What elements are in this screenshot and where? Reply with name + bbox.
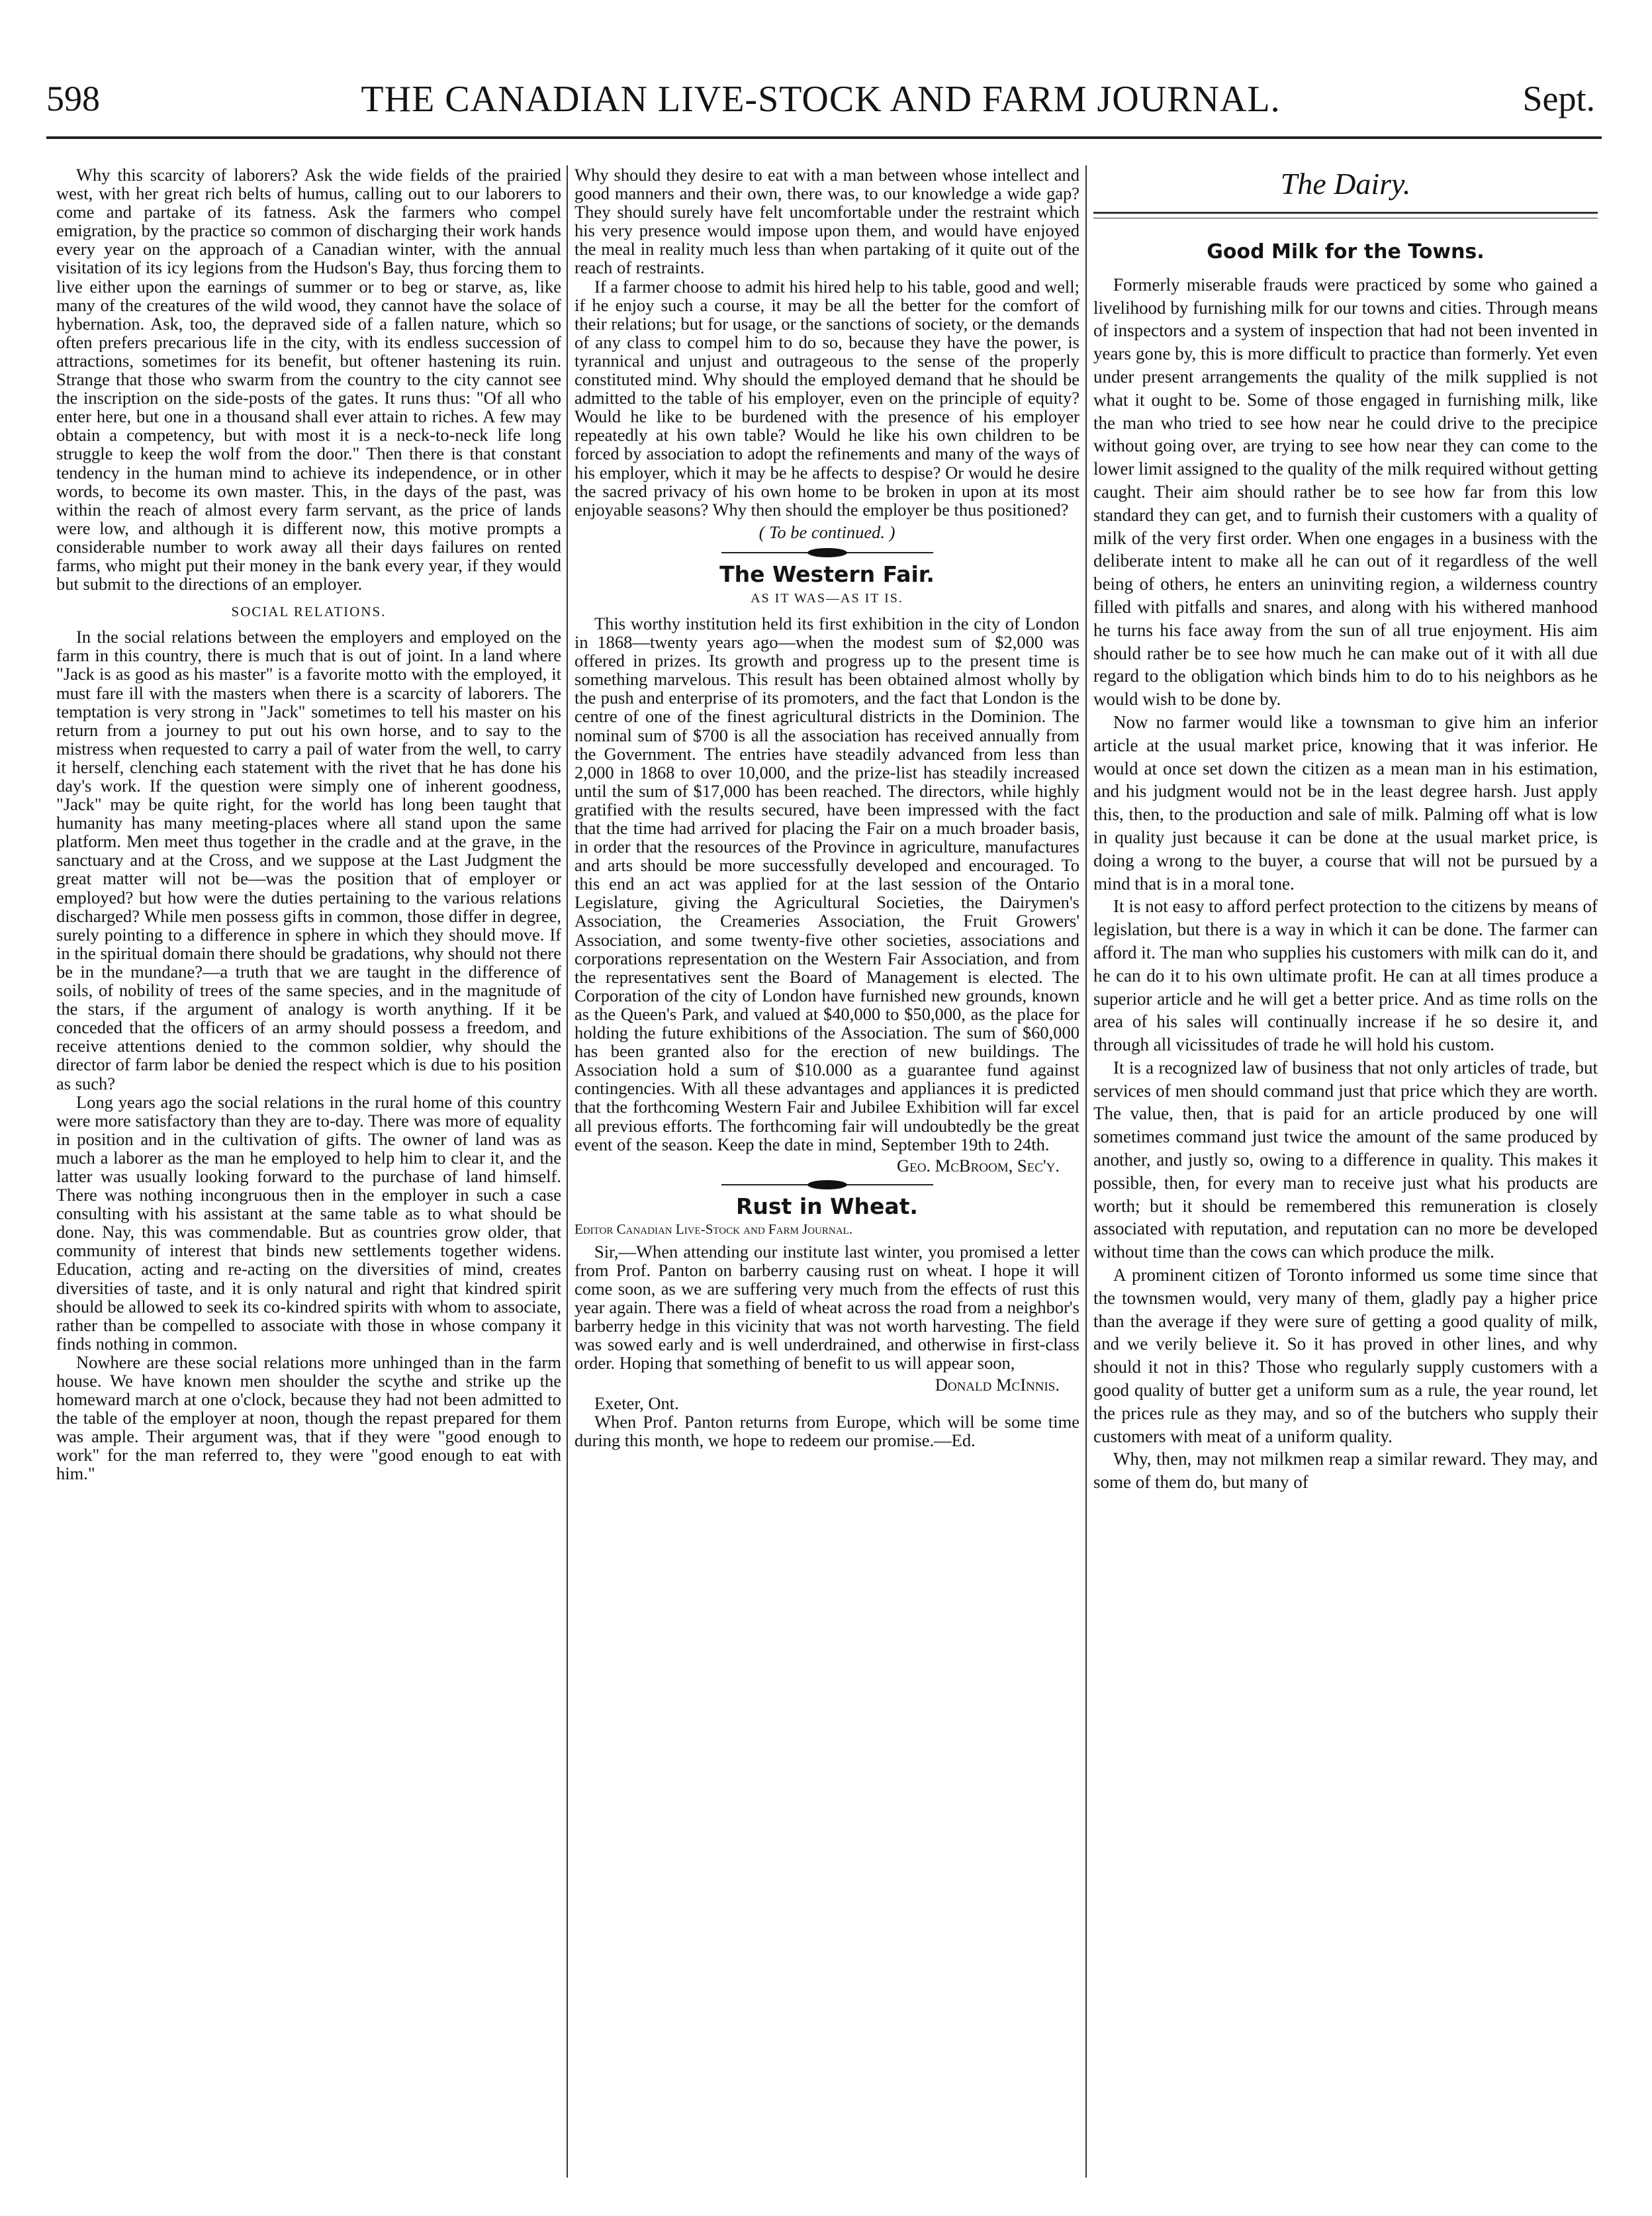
section-title-dairy: The Dairy.	[1280, 167, 1411, 201]
article-title-rust-in-wheat: Rust in Wheat.	[736, 1193, 918, 1219]
paragraph: Now no farmer would like a townsman to give him an inferior article at the usual market price, knowing that it was inferior. He would at once set down the citizen as a mean man in his estimation, and his judgment would not be in the least degree harsh. Just apply this, then, to the production and sale of milk. Palming off what is low in quality just because it can be done at the usual market price, is doing a wrong to the buyer, a course that will not be pursued by a mind that is in a moral tone.	[1093, 712, 1598, 894]
paragraph: Long years ago the social relations in the rural home of this country were more satisfactory than they are to-day. There was more of equality in position and in the cultivation of gifts. The owner of land was as much a laborer as the man he employed to help him to clear it, and the latter was usually looking forward to the purchase of land himself. There was nothing incongruous then in the employer in such a case consulting with his assistant at the same table as to what should be done. Nay, this was commendable. But as countries grow older, that community of interest that binds new settlements together widens. Education, acting and re-acting on the diversities of mind, creates diversities of taste, and it is only natural and right that kindred spirit should be allowed to seek its co-kindred spirits with whom to associate, rather than be compelled to associate with those in whose company it finds nothing in common.	[56, 1091, 561, 1354]
signature: Donald McInnis.	[935, 1374, 1060, 1395]
paragraph: A prominent citizen of Toronto informed us some time since that the townsmen would, very many of them, gladly pay a higher price than the average if they were sure of getting a good quality of milk, and we verily believe it. So it has proved in other lines, and why should it not in this? Those who regularly supply customers with a good quality of butter get a uniform sum as a rule, the year round, let the prices rule as they may, and so of the butchers who supply their customers with meat of a uniform quality.	[1093, 1265, 1598, 1446]
running-head	[46, 78, 1595, 131]
signature: Geo. McBroom, Sec'y.	[896, 1155, 1060, 1176]
subhead-social-relations: SOCIAL RELATIONS.	[231, 604, 387, 620]
column-divider	[567, 165, 568, 2178]
to-be-continued: ( To be continued. )	[758, 522, 895, 542]
paragraph: In the social relations between the employers and employed on the farm in this country, there is much that is out of joint. In a land where "Jack is as good as his master" is a favorite motto with the employed, it must fare ill with the masters when there is a scarcity of laborers. The temptation is very strong in "Jack" sometimes to tell his master on his return from a journey to put out his own horse, and to say to the mistress when requested to carry a pail of water from the well, to carry it herself, clenching each statement with the rivet that he has done his day's work. If the question were simply one of inherent goodness, "Jack" may be quite right, for the world has long been taught that humanity has many meeting-places where all stand upon the same platform. Men meet thus together in the cradle and at the grave, in the sanctuary and at the Cross, and we suppose at the Last Judgment the great matter will not be—was the position that of employer or employed? but how were the duties pertaining to the various relations discharged? While men possess gifts in common, those differ in degree, surely pointing to a difference in sphere in which they should move. If in the spiritual domain there should be gradations, why should not there be in the mundane?—a truth that we are taught in the difference of soils, of nobility of trees of the same species, and in the magnitude of the stars, if the argument of analogy is worth anything. If it be conceded that the officers of an army should possess a freedom, and receive attentions denied to the common soldier, why should the director of farm labor be denied the respect which is due to his position as such?	[56, 627, 561, 1093]
section-ornament	[721, 1179, 933, 1191]
paragraph: It is not easy to afford perfect protection to the citizens by means of legislation, but there is a way in which it can be done. The farmer can afford it. The man who supplies his customers with milk can do it, and he can do it to his own ultimate profit. He can at all times produce a superior article and he will get a better price. And as time rolls on the area of his sales will continually increase if he so desire it, and through all vicissitudes of trade he will hold his custom.	[1093, 896, 1598, 1055]
place-line: Exeter, Ont.	[594, 1393, 679, 1413]
issue-month: Sept.	[1522, 79, 1595, 118]
section-rule	[1093, 212, 1598, 214]
journal-title: THE CANADIAN LIVE-STOCK AND FARM JOURNAL.	[361, 79, 1281, 120]
column-divider	[1085, 165, 1087, 2178]
letter-address: Editor Canadian Live-Stock and Farm Journal.	[574, 1221, 852, 1237]
header-rule	[46, 136, 1602, 139]
paragraph: Why, then, may not milkmen reap a similar reward. They may, and some of them do, but many of	[1093, 1449, 1598, 1493]
paragraph: Nowhere are these social relations more unhinged than in the farm house. We have known men shoulder the scythe and strike up the homeward march at one o'clock, because they had not been admitted to the table of the employer at noon, though the repast prepared for them was ample. Their argument was, that if they were "good enough to work" for the man referred to, they were "good enough to eat with him."	[56, 1352, 561, 1484]
article-title-western-fair: The Western Fair.	[719, 561, 935, 587]
paragraph: Formerly miserable frauds were practiced by some who gained a livelihood by furnishing milk for our towns and cities. Through means of inspectors and a system of inspection that had not been invented in years gone by, this is more difficult to practice than formerly. Yet even under present arrangements the quality of the milk supplied is not what it ought to be. Some of those engaged in furnishing milk, like the man who tried to see how near he could drive to the precipice without going over, are trying to see how near they can come to the lower limit assigned to the quality of the milk required without getting caught. Their aim should rather be to see how far from this low standard they can get, and to furnish their customers with a quality of milk of the very first order. When one engages in a business with the deliberate intent to make all he can out of it regardless of the well being of others, he enters an uninviting region, a wilderness country filled with pitfalls and snares, and along with his withered manhood he turns his face away from the sun of all true enjoyment. His aim should rather be to see how much he can make out of it with all due regard to the obligation which binds him to do to his neighbors as he would wish to be done by.	[1093, 274, 1598, 710]
paragraph: If a farmer choose to admit his hired help to his table, good and well; if he enjoy such a course, it may be all the better for the comfort of their relations; but for usage, or the sanctions of society, or the demands of any class to compel him to do so, because they have the power, is tyrannical and unjust and outrageous to the sense of the properly constituted mind. Why should the employed demand that he should be admitted to the table of his employer, even on the principle of equity? Would he like to be burdened with the presence of his employer repeatedly at his own table? Would he like his own children to be forced by association to adopt the refinements and many of the ways of his employer, which it may be he affects to despise? Or would he desire the sacred privacy of his own home to be broken in upon at its most enjoyable seasons? Why then should the employer be thus positioned?	[574, 276, 1079, 520]
paragraph: Why should they desire to eat with a man between whose intellect and good manners and their own, there was, to our knowledge a wide gap? They should surely have felt uncomfortable under the restraint which his very presence would impose upon them, and would have enjoyed the meal in reality much less than when partaking of it quite out of the reach of restraints.	[574, 165, 1079, 278]
paragraph: Sir,—When attending our institute last winter, you promised a letter from Prof. Panton on barberry causing rust on wheat. I hope it will come soon, as we are suffering very much from the effects of rust this year again. There was a field of wheat across the road from a neighbor's barberry hedge in this vicinity that was not worth harvesting. The field was sowed early and is well underdrained, and otherwise in first-class order. Hoping that something of benefit to us will appear soon,	[574, 1241, 1079, 1373]
column-3	[1093, 165, 1598, 2178]
paragraph: This worthy institution held its first exhibition in the city of London in 1868—twenty years ago—when the modest sum of $2,000 was offered in prizes. Its growth and progress up to the present time is something marvelous. This result has been obtained almost wholly by the push and enterprise of its promoters, and the fact that London is the centre of one of the finest agricultural districts in the Dominion. The nominal sum of $700 is all the association has received annually from the Government. The entries have steadily advanced from less than 2,000 in 1868 to over 10,000, and the prize-list has steadily increased until the sum of $17,000 has been reached. The directors, while highly gratified with the results secured, have been impressed with the fact that the time had arrived for placing the Fair on a much broader basis, in order that the resources of the Province in agriculture, manufactures and arts should be more successfully developed and encouraged. To this end an act was applied for at the last session of the Ontario Legislature, giving the Agricultural Societies, the Dairymen's Association, the Creameries Association, the Fruit Growers' Association, and some twenty-five other societies, associations and corporations representation on the Western Fair Association, and from the representatives sent the Board of Management is elected. The Corporation of the city of London have furnished new grounds, known as the Queen's Park, and valued at $40,000 to $50,000, as the place for holding the future exhibitions of the Association. The sum of $60,000 has been granted also for the erection of new buildings. The Association hold a sum of $10.000 as a guarantee fund against contingencies. With all these advantages and appliances it is predicted that the forthcoming Western Fair and Jubilee Exhibition will far excel all previous efforts. The forthcoming fair will undoubtedly be the great event of the season. Keep the date in mind, September 19th to 24th.	[574, 613, 1079, 1154]
page-number: 598	[46, 79, 100, 118]
column-2	[574, 165, 1079, 2178]
article-title-good-milk: Good Milk for the Towns.	[1207, 240, 1485, 263]
editor-note: When Prof. Panton returns from Europe, which will be some time during this month, we hope to redeem our promise.—Ed.	[574, 1411, 1079, 1450]
article-subtitle: AS IT WAS—AS IT IS.	[751, 590, 903, 606]
paragraph: Why this scarcity of laborers? Ask the wide fields of the prairied west, with her great rich belts of humus, calling out to our laborers to come and partake of its fatness. Ask the farmers who compel emigration, by the practice so common of discharging their work hands every year on the approach of a Canadian winter, with the annual visitation of its icy legions from the Hudson's Bay, thus forcing them to live either upon the earnings of summer or to beg or starve, as, like many of the creatures of the wild wood, they cannot have the solace of hybernation. Ask, too, the depraved side of a fallen nature, which so often prefers precarious life in the city, with its endless succession of attractions, sometimes for its benefit, but oftener hastening its ruin. Strange that those who swarm from the country to the city cannot see the inscription on the side-posts of the gates. It runs thus: "Of all who enter here, but one in a thousand shall ever attain to riches. A few may obtain a competency, but with most it is a neck-to-neck life long struggle to keep the wolf from the door." Then there is that constant tendency in the human mind to achieve its independence, or in other words, to become its own master. This, in the days of the past, was within the reach of almost every farm servant, as the price of lands were low, and although it is different now, this motive prompts a considerable number to work away all their days failures on rented farms, who might put their money in the bank every year, if they would but submit to the directions of an employer.	[56, 165, 561, 594]
column-1	[56, 165, 561, 2178]
section-ornament	[721, 547, 933, 559]
paragraph: It is a recognized law of business that not only articles of trade, but services of men should command just that price which they are worth. The value, then, that is paid for an article produced by one will sometimes command just twice the amount of the same produced by another, and justly so, owing to a difference in quality. This makes it possible, then, for every man to receive just what his products are worth; but it should be remembered this remuneration is closely associated with reputation, and reputation can no more be developed without time than the cows can which produce the milk.	[1093, 1057, 1598, 1262]
